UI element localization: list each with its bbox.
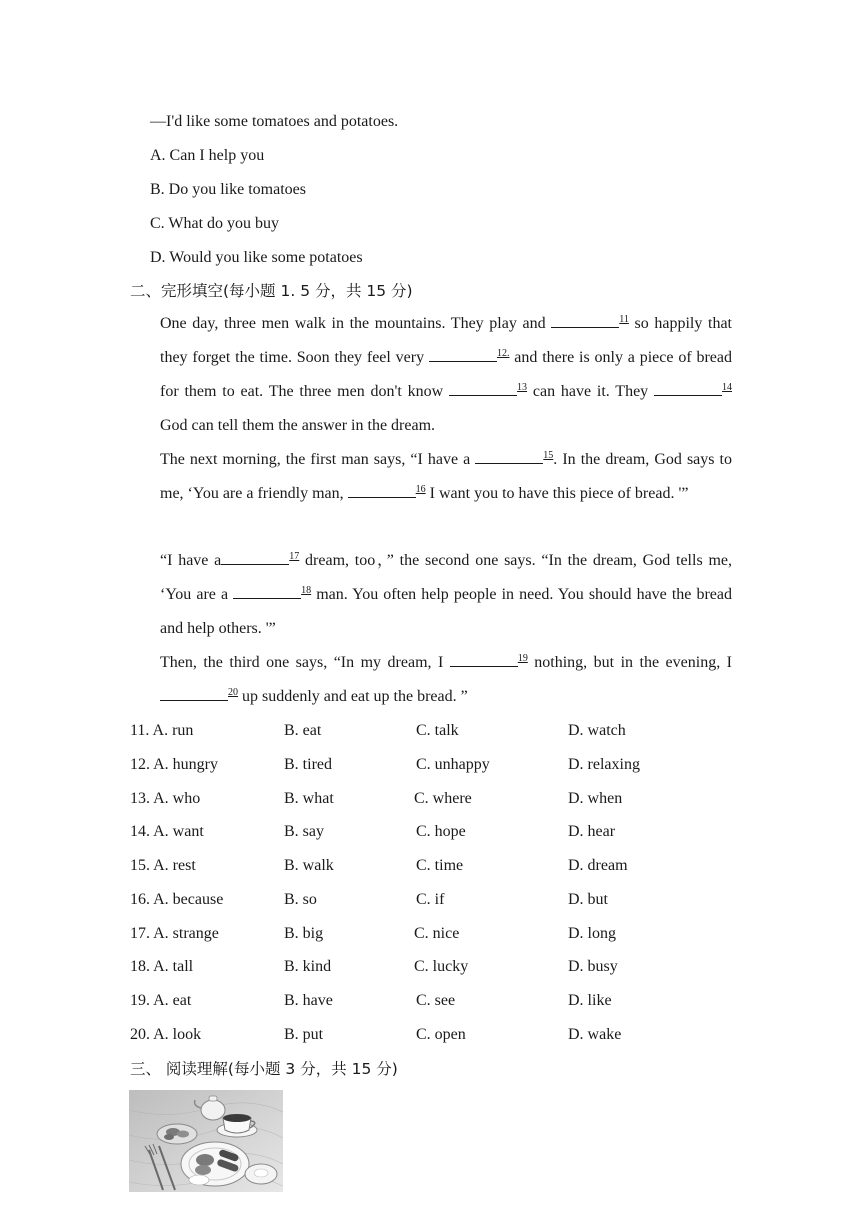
option-d: D. like — [568, 992, 612, 1009]
option-a: 20. A. look — [130, 1026, 202, 1043]
question-row-16 — [130, 890, 750, 910]
option-c: C. see — [416, 992, 456, 1009]
cloze-text: I want you to have this piece of bread. '” — [425, 484, 689, 502]
option-b: B. put — [284, 1026, 324, 1043]
cloze-text: can have it. They — [527, 382, 654, 400]
option-b: B. eat — [284, 722, 322, 739]
option-a: 16. A. because — [130, 891, 224, 908]
section3-heading: 三、 阅读理解(每小题 3 分，共 15 分) — [130, 1060, 398, 1078]
cloze-text: nothing, but in the evening, I — [527, 654, 732, 671]
cloze-blank — [475, 449, 543, 464]
blank-number: 18 — [301, 584, 312, 596]
option-d: D. hear — [568, 823, 616, 840]
question-row-20 — [130, 1025, 750, 1045]
option-d: D. but — [568, 891, 608, 908]
question-row-11 — [130, 721, 750, 741]
blank-number: 16 — [415, 483, 426, 495]
cloze-blank — [654, 381, 722, 396]
option-b: B. tired — [284, 756, 332, 773]
option-b: B. big — [284, 925, 324, 942]
option-a: 17. A. strange — [130, 925, 219, 942]
cloze-text: and there is only a piece of bread for them to eat. The three men don't know — [160, 348, 733, 400]
blank-number: 12. — [496, 347, 510, 359]
option-a: 18. A. tall — [130, 958, 194, 975]
question-row-12 — [130, 755, 750, 775]
option-a: 19. A. eat — [130, 992, 192, 1009]
cloze-text: so happily that they forget the time. Soon they feel very — [160, 315, 732, 366]
option-c: C. lucky — [414, 958, 469, 975]
q10-option-b: B. Do you like tomatoes — [150, 181, 306, 198]
option-b: B. walk — [284, 857, 334, 874]
cloze-blank — [233, 584, 301, 599]
q10-option-d: D. Would you like some potatoes — [150, 249, 363, 266]
option-c: C. time — [416, 857, 464, 874]
option-d: D. busy — [568, 958, 618, 975]
blank-number: 19 — [517, 653, 528, 664]
question-row-17 — [130, 924, 750, 944]
option-c: C. if — [416, 891, 445, 908]
cloze-text: dream, too，” the second one says. “In the dream, God tells me, ‘You are a — [160, 552, 732, 603]
cloze-blank — [160, 686, 228, 701]
question-row-13 — [130, 789, 750, 809]
section2-heading: 二、完形填空(每小题 1. 5 分，共 15 分) — [130, 282, 413, 300]
cloze-text: Then, the third one says, “In my dream, I — [160, 654, 450, 671]
blank-number: 20 — [228, 686, 238, 698]
blank-number: 15 — [543, 450, 554, 461]
cloze-blank — [449, 381, 517, 396]
q10-option-c: C. What do you buy — [150, 215, 280, 232]
blank-number: 11 — [619, 314, 629, 325]
breakfast-illustration — [129, 1090, 283, 1192]
option-c: C. where — [414, 790, 472, 807]
cloze-text: One day, three men walk in the mountains. They play and — [160, 315, 552, 332]
cloze-text: “I have a — [160, 552, 222, 569]
cloze-text: man. You often help people in need. You should have the bread and help others. '” — [160, 585, 733, 637]
question-row-15 — [130, 856, 750, 876]
cloze-text: up suddenly and eat up the bread. ” — [238, 687, 468, 705]
option-c: C. unhappy — [416, 756, 490, 773]
cloze-blank — [551, 313, 619, 328]
breakfast-photo — [129, 1090, 283, 1192]
option-b: B. kind — [284, 958, 332, 975]
option-a: 13. A. who — [130, 790, 201, 807]
option-d: D. when — [568, 790, 623, 807]
cloze-text: The next morning, the first man says, “I have a — [160, 451, 476, 468]
cloze-text: God can tell them the answer in the dream. — [160, 416, 436, 434]
option-c: C. nice — [414, 925, 460, 942]
option-d: D. wake — [568, 1026, 622, 1043]
option-b: B. so — [284, 891, 317, 908]
option-d: D. relaxing — [568, 756, 640, 773]
option-b: B. what — [284, 790, 334, 807]
blank-number: 14 — [722, 381, 732, 393]
option-d: D. dream — [568, 857, 628, 874]
option-a: 11. A. run — [130, 722, 194, 739]
cloze-paragraph-1 — [130, 307, 732, 443]
q10-answer-line: —I'd like some tomatoes and potatoes. — [150, 113, 399, 130]
option-c: C. hope — [416, 823, 466, 840]
cloze-blank — [221, 550, 289, 565]
option-c: C. talk — [416, 722, 459, 739]
question-row-14 — [130, 822, 750, 842]
cloze-blank — [429, 347, 497, 362]
cloze-paragraph-4 — [130, 646, 732, 714]
question-row-19 — [130, 991, 750, 1011]
option-b: B. have — [284, 992, 333, 1009]
cloze-paragraph-3 — [130, 544, 732, 646]
cloze-blank — [450, 652, 518, 667]
cloze-blank — [348, 483, 416, 498]
blank-number: 17 — [289, 551, 300, 562]
question-row-18 — [130, 957, 750, 977]
option-c: C. open — [416, 1026, 466, 1043]
cloze-text: . In the dream, God says to me, ‘You are a friendly man, — [160, 451, 733, 502]
q10-option-a: A. Can I help you — [150, 147, 265, 164]
option-d: D. watch — [568, 722, 626, 739]
blank-number: 13 — [517, 381, 528, 393]
option-a: 15. A. rest — [130, 857, 196, 874]
option-a: 14. A. want — [130, 823, 204, 840]
cloze-paragraph-2 — [130, 443, 732, 511]
option-b: B. say — [284, 823, 324, 840]
option-a: 12. A. hungry — [130, 756, 218, 773]
option-d: D. long — [568, 925, 616, 942]
